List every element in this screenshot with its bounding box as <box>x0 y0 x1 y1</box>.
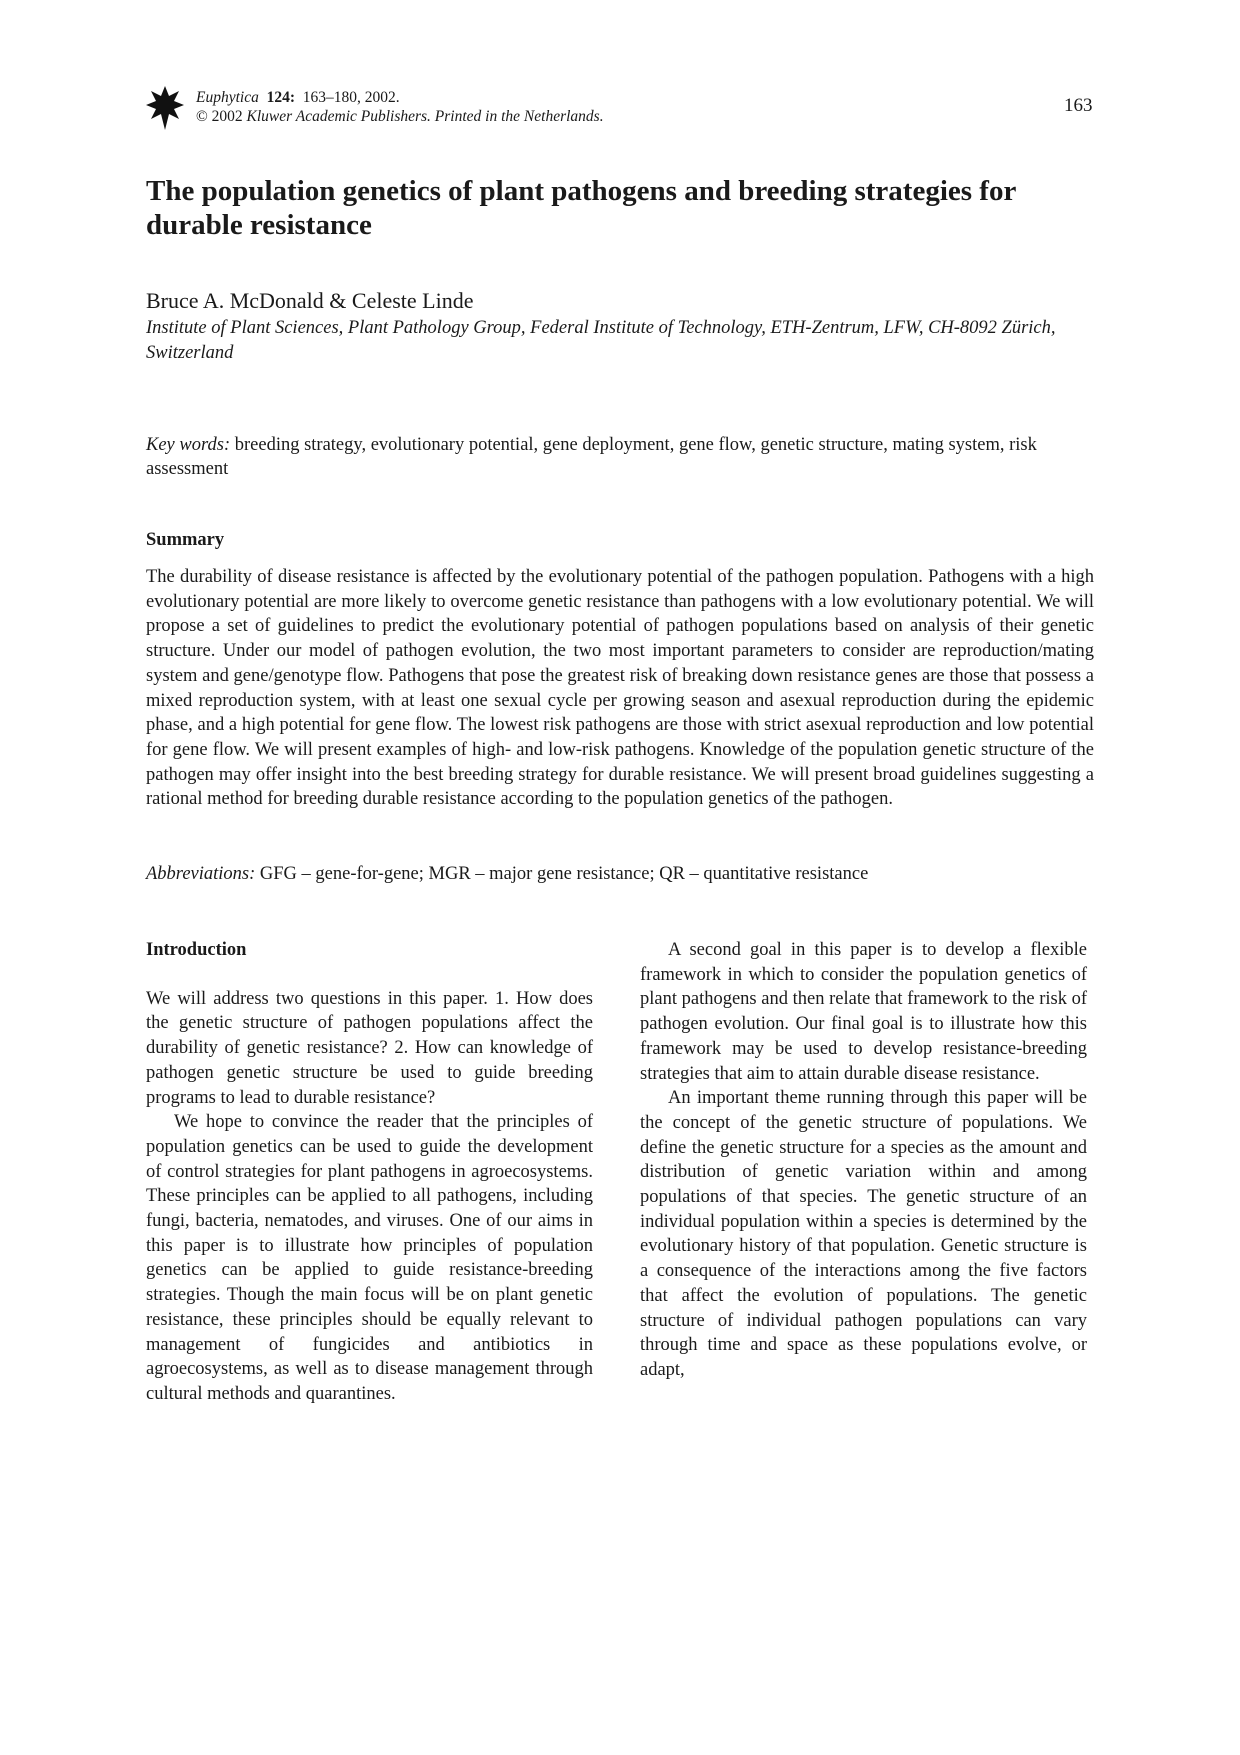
publisher-line: Kluwer Academic Publishers. Printed in the Netherlands. <box>246 108 604 125</box>
page-number: 163 <box>1064 95 1093 116</box>
intro-paragraph: A second goal in this paper is to develop a flexible framework in which to consider the population genetics of plant pathogens and then relate that framework to the risk of pathogen evolution. Our final goal is to illustrate how this framework may be used to develop resistance-breeding strategies that aim to attain durable disease resistance. <box>640 940 1087 1084</box>
author-affiliation: Institute of Plant Sciences, Plant Pathology Group, Federal Institute of Technology, ETH-Zentrum, LFW, CH-8092 Zürich, Switzerland <box>146 318 1056 363</box>
copyright-line <box>196 107 604 126</box>
journal-name: Euphytica <box>196 89 259 106</box>
article-title: The population genetics of plant pathogens and breeding strategies for durable resistance <box>146 175 1016 241</box>
summary-heading: Summary <box>146 530 225 550</box>
keywords-label: Key words: <box>146 435 231 455</box>
keywords <box>146 433 1096 481</box>
introduction-heading: Introduction <box>146 940 247 960</box>
kluwer-publisher-logo-icon <box>146 86 184 130</box>
journal-pages: 163–180, 2002. <box>302 89 400 106</box>
copyright-year: 2002 <box>211 108 243 125</box>
article-authors: Bruce A. McDonald & Celeste Linde <box>146 288 474 313</box>
intro-paragraph: We hope to convince the reader that the principles of population genetics can be used to guide the development of control strategies for plant pathogens in agroecosystems. These principles can be applied to all pathogens, including fungi, bacteria, nematodes, and viruses. One of our aims in this paper is to illustrate how principles of population genetics can be applied to guide resistance-breeding strategies. Though the main focus will be on plant genetic resistance, these principles should be equally relevant to management of fungicides and antibiotics in agroecosystems, as well as to disease management through cultural methods and quarantines. <box>146 1112 593 1404</box>
abbreviations <box>146 862 1096 886</box>
left-column <box>146 938 593 1407</box>
copyright-symbol: © <box>196 108 208 125</box>
intro-paragraph: We will address two questions in this paper. 1. How does the genetic structure of pathogen populations affect the durability of genetic resistance? 2. How can knowledge of pathogen genetic structure be used to guide breeding programs to lead to durable resistance? <box>146 988 593 1108</box>
journal-reference-line <box>196 88 604 107</box>
summary-text: The durability of disease resistance is affected by the evolutionary potential of the pathogen population. Pathogens with a high evolutionary potential are more likely to overcome genetic resistance than pathogens with a low evolutionary potential. We will propose a set of guidelines to predict the evolutionary potential of pathogen populations based on analysis of their genetic structure. Under our model of pathogen evolution, the two most important parameters to consider are reproduction/mating system and gene/genotype flow. Pathogens that pose the greatest risk of breaking down resistance genes are those that possess a mixed reproduction system, with at least one sexual cycle per growing season and asexual reproduction during the epidemic phase, and a high potential for gene flow. The lowest risk pathogens are those with strict asexual reproduction and low potential for gene flow. We will present examples of high- and low-risk pathogens. Knowledge of the population genetic structure of the pathogen may offer insight into the best breeding strategy for durable resistance. We will present broad guidelines suggesting a rational method for breeding durable resistance according to the population genetics of the pathogen. <box>146 567 1094 810</box>
journal-citation <box>196 88 604 126</box>
keywords-text: breeding strategy, evolutionary potential, gene deployment, gene flow, genetic structure, mating system, risk assessment <box>146 435 1037 479</box>
intro-paragraph: An important theme running through this paper will be the concept of the genetic structure of populations. We define the genetic structure for a species as the amount and distribution of genetic variation within and among populations of that species. The genetic structure of an individual population within a species is determined by the evolutionary history of that population. Genetic structure is a consequence of the interactions among the five factors that affect the evolution of populations. The genetic structure of individual pathogen populations can vary through time and space as these populations evolve, or adapt, <box>640 1088 1087 1380</box>
abbreviations-text: GFG – gene-for-gene; MGR – major gene resistance; QR – quantitative resistance <box>259 864 869 884</box>
journal-volume: 124: <box>266 89 296 106</box>
right-column <box>640 938 1087 1383</box>
abbreviations-label: Abbreviations: <box>146 864 256 884</box>
